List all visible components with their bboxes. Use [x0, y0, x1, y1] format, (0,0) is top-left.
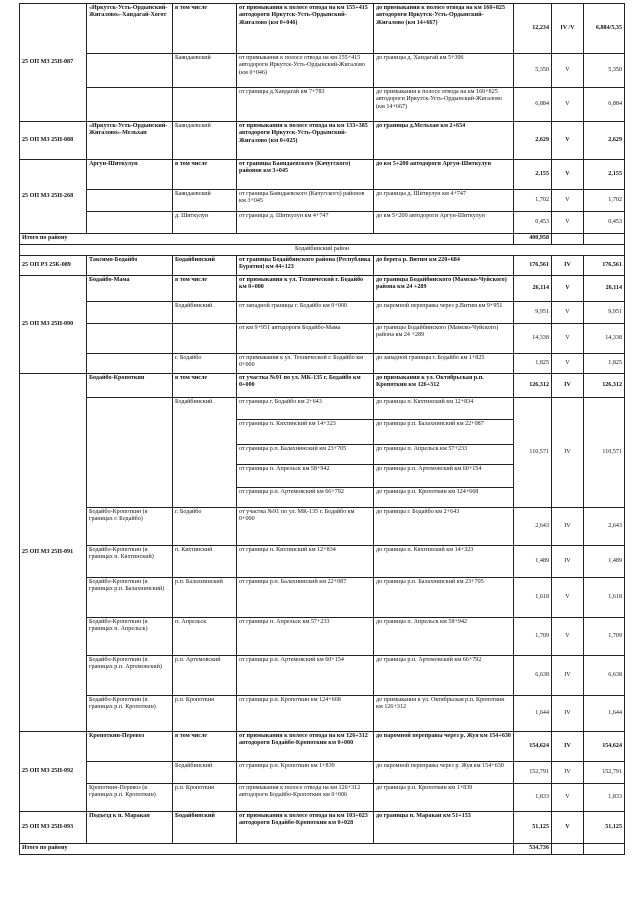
road-name: Бодайбо-Кропоткин (в границах р.п. Балахнинский)	[87, 578, 173, 618]
road-category: V	[552, 190, 584, 212]
segment-start: от границы п. Апрельск км 58+942	[237, 465, 374, 488]
road-name	[87, 354, 173, 374]
segment-end: до примыкания к ул. Октябрьская р.п. Кропоткин км 126+312	[374, 696, 514, 732]
road-category: V	[552, 302, 584, 324]
road-category: IV	[552, 546, 584, 578]
road-code: 25 ОП МЗ 25Н-091	[20, 374, 87, 732]
segment-start: от участка №91 по ул. МК-135 г. Бодайбо км 0+000	[237, 508, 374, 546]
road-category: IV	[552, 762, 584, 784]
road-length: 9,951	[514, 302, 552, 324]
road-total: 176,561	[584, 256, 625, 276]
empty-cell	[584, 844, 625, 855]
road-category: IV	[552, 732, 584, 762]
segment-start: от примыкания к полосе отвода на км 155+415 автодороги Иркутск-Усть-Ордынский-Жигалово (км 0+046)	[237, 54, 374, 88]
table-row	[20, 812, 625, 844]
road-length: 6,884	[514, 88, 552, 122]
road-length: 1,825	[514, 354, 552, 374]
road-total: 14,338	[584, 324, 625, 354]
road-length: 12,234	[514, 4, 552, 54]
road-length: 14,338	[514, 324, 552, 354]
segment-end: до границы д. Шиткулун км 4+747	[374, 190, 514, 212]
table-row	[20, 784, 625, 812]
road-district: р.п. Кропоткин	[173, 784, 237, 812]
table-row	[20, 696, 625, 732]
road-district: в том числе	[173, 276, 237, 302]
segment-end: до границы п. Кяхтинский км 14+323	[374, 546, 514, 578]
road-total: 6,638	[584, 656, 625, 696]
road-district: г. Бодайбо	[173, 508, 237, 546]
segment-start: от границы р.п. Кропоткин км 124+668	[237, 696, 374, 732]
segment-start: от границы Баяндаевского (Качугского) районов км 3+045	[237, 190, 374, 212]
segment-start: от границы р.п. Кропоткин км 1+839	[237, 762, 374, 784]
road-name	[87, 212, 173, 234]
road-length: 1,644	[514, 696, 552, 732]
segment-start: от границы п. Кяхтинский км 12+834	[237, 546, 374, 578]
road-total: 6,884/5,35	[584, 4, 625, 54]
road-length: 2,155	[514, 160, 552, 190]
table-row	[20, 276, 625, 302]
segment-end: до берега р. Витим км 220+684	[374, 256, 514, 276]
road-total: 154,624	[584, 732, 625, 762]
segment-start: от примыкания к ул. Технической г. Бодайбо км 0+000	[237, 276, 374, 302]
road-category: V	[552, 324, 584, 354]
road-name	[87, 762, 173, 784]
segment-end: до примыкания к ул. Октябрьская р.п. Кропоткин км 126+312	[374, 374, 514, 398]
road-total: 2,643	[584, 508, 625, 546]
road-length: 2,643	[514, 508, 552, 546]
road-district	[173, 88, 237, 122]
road-length: 51,125	[514, 812, 552, 844]
road-name: Бодайбо-Кропоткин (в границах г. Бодайбо)	[87, 508, 173, 546]
road-category: V	[552, 578, 584, 618]
road-name: Бодайбо-Кропоткин	[87, 374, 173, 398]
road-category: IV	[552, 696, 584, 732]
segment-end: до границы р.п. Балахнинский км 23+705	[374, 578, 514, 618]
road-total: 110,571	[584, 398, 625, 508]
road-name: «Иркутск-Усть-Ордынский-Жигалово»-Мельхан	[87, 122, 173, 160]
road-category: V	[552, 54, 584, 88]
district-total-label: Итого по району	[20, 844, 514, 855]
segment-end: до границы р.п. Артемовский км 60+154	[374, 465, 514, 488]
road-total: 26,114	[584, 276, 625, 302]
segment-start: от км 9+951 автодороги Бодайбо-Мама	[237, 324, 374, 354]
road-length: 2,629	[514, 122, 552, 160]
road-name: Бодайбо-Кропоткин (в границах р.п. Артемовский)	[87, 656, 173, 696]
road-district: п. Апрельск	[173, 618, 237, 656]
road-name	[87, 324, 173, 354]
road-total: 126,312	[584, 374, 625, 398]
table-row	[20, 54, 625, 88]
segment-end: до км 5+200 автодороги Аргун-Шиткулун	[374, 160, 514, 190]
segment-start: от границы п. Апрельск км 57+233	[237, 618, 374, 656]
road-district: р.п. Артемовский	[173, 656, 237, 696]
road-name	[87, 190, 173, 212]
road-district: в том числе	[173, 160, 237, 190]
road-code: 25 ОП МЗ 25Н-090	[20, 276, 87, 374]
empty-cell	[552, 234, 584, 245]
road-district: г. Бодайбо	[173, 354, 237, 374]
table-row	[20, 88, 625, 122]
road-total: 1,825	[584, 354, 625, 374]
table-row	[20, 256, 625, 276]
road-total: 9,951	[584, 302, 625, 324]
table-row	[20, 160, 625, 190]
road-category: IV	[552, 398, 584, 508]
road-district: р.п. Балахнинский	[173, 578, 237, 618]
road-total: 1,489	[584, 546, 625, 578]
segment-end: до км 5+200 автодороги Аргун-Шиткулун	[374, 212, 514, 234]
segment-end: до границы д.Мельхан км 2+654	[374, 122, 514, 160]
road-total: 2,629	[584, 122, 625, 160]
road-district: Бодайбинский	[173, 302, 237, 324]
road-name: Бодайбо-Мама	[87, 276, 173, 302]
road-district: п. Кяхтинский	[173, 546, 237, 578]
road-total: 0,453	[584, 212, 625, 234]
road-length: 126,312	[514, 374, 552, 398]
road-length: 6,638	[514, 656, 552, 696]
table-row	[20, 578, 625, 618]
road-category: V	[552, 812, 584, 844]
segment-start: от границы Бодайбинского района (Республика Бурятия) км 44+123	[237, 256, 374, 276]
road-name	[87, 302, 173, 324]
road-name: Подъезд к п. Маракан	[87, 812, 173, 844]
segment-end: до примыкания к полосе отвода на км 160+825 автодороги Иркутск-Усть-Ордынский-Жигалово (км 14+667)	[374, 88, 514, 122]
road-length: 1,709	[514, 618, 552, 656]
road-category: V	[552, 160, 584, 190]
segment-end: до западной границы г. Бодайбо км 1+825	[374, 354, 514, 374]
table-row	[20, 732, 625, 762]
road-length: 1,489	[514, 546, 552, 578]
road-category: V	[552, 354, 584, 374]
table-row	[20, 234, 625, 245]
road-length: 154,624	[514, 732, 552, 762]
empty-cell	[552, 844, 584, 855]
road-district	[173, 324, 237, 354]
segment-end: до границы п. Апрельск км 57+233	[374, 445, 514, 465]
road-category: V	[552, 122, 584, 160]
road-total: 1,833	[584, 784, 625, 812]
table-row	[20, 618, 625, 656]
road-district: в том числе	[173, 374, 237, 398]
table-row	[20, 374, 625, 398]
segment-end: до границы р.п. Кропоткин км 1+839	[374, 784, 514, 812]
road-total: 6,884	[584, 88, 625, 122]
segment-end: до границы Бодайбинского (Мамско-Чуйского) района км 24 +289	[374, 276, 514, 302]
table-row	[20, 122, 625, 160]
road-name: Кропоткин-Перевоз	[87, 732, 173, 762]
table-row	[20, 844, 625, 855]
table-row	[20, 190, 625, 212]
segment-end: до границы п. Маракан км 51+153	[374, 812, 514, 844]
road-total: 5,350	[584, 54, 625, 88]
road-name: Аргун-Шиткулун	[87, 160, 173, 190]
road-district: Бодайбинский	[173, 812, 237, 844]
road-name: Бодайбо-Кропоткин (в границах п. Апрельск)	[87, 618, 173, 656]
road-category: V	[552, 212, 584, 234]
table-row	[20, 245, 625, 256]
road-category: IV	[552, 656, 584, 696]
segment-start: от границы р.п. Балахнинский км 22+087	[237, 578, 374, 618]
segment-start: от примыкания к ул. Технической г. Бодайбо км 0+000	[237, 354, 374, 374]
table-row	[20, 302, 625, 324]
road-name: Бодайбо-Кропоткин (в границах п. Кяхтинский)	[87, 546, 173, 578]
segment-start: от участка №91 по ул. МК-135 г. Бодайбо км 0+000	[237, 374, 374, 398]
road-length: 1,702	[514, 190, 552, 212]
road-category: IV /V	[552, 4, 584, 54]
district-total-label: Итого по району	[20, 234, 514, 245]
district-total-value: 400,958	[514, 234, 552, 245]
road-district: Баяндаевский	[173, 54, 237, 88]
road-district: Баяндаевский	[173, 122, 237, 160]
road-name	[87, 398, 173, 508]
district-header: Бодайбинский район	[20, 245, 625, 256]
empty-cell	[584, 234, 625, 245]
road-category: V	[552, 276, 584, 302]
segment-end: до границы п. Кяхтинский км 12+834	[374, 398, 514, 420]
segment-end: до границы г. Бодайбо км 2+643	[374, 508, 514, 546]
segment-end: до границы д. Хандагай км 5+396	[374, 54, 514, 88]
segment-start: от границы д.Хандагай км 7+783	[237, 88, 374, 122]
road-code: 25 ОП МЗ 25Н-093	[20, 812, 87, 844]
road-category: IV	[552, 508, 584, 546]
segment-start: от западной границы г. Бодайбо км 0+000	[237, 302, 374, 324]
segment-start: от границы р.п. Артемовский км 60+154	[237, 656, 374, 696]
road-district: р.п. Кропоткин	[173, 696, 237, 732]
road-district: Бодайбинский	[173, 762, 237, 784]
road-length: 176,561	[514, 256, 552, 276]
segment-end: до границы р.п. Кропоткин км 124+668	[374, 488, 514, 508]
road-length: 0,453	[514, 212, 552, 234]
road-length: 5,350	[514, 54, 552, 88]
road-category: V	[552, 618, 584, 656]
road-name: Таксимо-Бодайбо	[87, 256, 173, 276]
segment-end: до примыкания к полосе отвода на км 160+825 автодороги Иркутск-Усть-Ордынский-Жигалово (км 14+667)	[374, 4, 514, 54]
table-row	[20, 656, 625, 696]
road-total: 1,709	[584, 618, 625, 656]
road-total: 1,702	[584, 190, 625, 212]
segment-start: от границы г. Бодайбо км 2+643	[237, 398, 374, 420]
road-district: Бодайбинский	[173, 256, 237, 276]
road-code: 25 ОП МЗ 25Н-268	[20, 160, 87, 234]
road-name: Кропоткин-Перевоз (в границах р.п. Кропоткин)	[87, 784, 173, 812]
segment-start: от примыкания к полосе отвода на км 126+312 автодороги Бодайбо-Кропоткин км 0+000	[237, 732, 374, 762]
segment-end: до границы п. Апрельск км 58+942	[374, 618, 514, 656]
road-code: 25 ОП РЗ 25К-089	[20, 256, 87, 276]
district-total-value: 534,736	[514, 844, 552, 855]
table-row	[20, 4, 625, 54]
segment-start: от примыкания к полосе отвода на км 126+312 автодороги Бодайбо-Кропоткин км 0+006	[237, 784, 374, 812]
road-district: д. Шиткулун	[173, 212, 237, 234]
road-district: в том числе	[173, 4, 237, 54]
road-district: в том числе	[173, 732, 237, 762]
table-row	[20, 354, 625, 374]
segment-end: до паромной переправы через р. Жуя км 154+630	[374, 762, 514, 784]
road-category: IV	[552, 256, 584, 276]
road-length: 152,791	[514, 762, 552, 784]
table-row	[20, 212, 625, 234]
segment-start: от примыкания к полосе отвода на км 103+023 автодороги Бодайбо-Кропоткин км 0+028	[237, 812, 374, 844]
segment-start: от границы р.п. Балахнинский км 23+705	[237, 445, 374, 465]
segment-end: до границы Бодайбинского (Мамско-Чуйского) района км 24 +289	[374, 324, 514, 354]
table-row	[20, 762, 625, 784]
road-code: 25 ОП МЗ 25Н-088	[20, 122, 87, 160]
segment-end: до паромной переправы через р. Жуя км 154+630	[374, 732, 514, 762]
road-total: 1,618	[584, 578, 625, 618]
road-category: V	[552, 88, 584, 122]
road-total: 1,644	[584, 696, 625, 732]
table-row	[20, 324, 625, 354]
road-name: Бодайбо-Кропоткин (в границах р.п. Кропоткин)	[87, 696, 173, 732]
segment-end: до границы р.п. Балахнинский км 22+087	[374, 420, 514, 445]
road-total: 152,791	[584, 762, 625, 784]
road-length: 1,618	[514, 578, 552, 618]
table-row	[20, 546, 625, 578]
road-category: V	[552, 784, 584, 812]
road-name	[87, 54, 173, 88]
segment-end: до паромной переправы через р.Витим км 9+951	[374, 302, 514, 324]
road-total: 51,125	[584, 812, 625, 844]
segment-start: от примыкания к полосе отвода на км 155+415 автодороги Иркутск-Усть-Ордынский-Жигалово (км 0+046)	[237, 4, 374, 54]
road-category: IV	[552, 374, 584, 398]
segment-start: от границы р.п. Артемовский км 66+792	[237, 488, 374, 508]
segment-start: от границы д. Шиткулун км 4+747	[237, 212, 374, 234]
segment-start: от границы п. Кяхтинский км 14+323	[237, 420, 374, 445]
road-length: 110,571	[514, 398, 552, 508]
road-code: 25 ОП МЗ 25Н-092	[20, 732, 87, 812]
road-name	[87, 88, 173, 122]
road-length: 26,114	[514, 276, 552, 302]
segment-end: до границы р.п. Артемовский км 66+792	[374, 656, 514, 696]
road-length: 1,833	[514, 784, 552, 812]
segment-start: от примыкания к полосе отвода на км 133+385 автодороги Иркутск-Усть-Ордынский-Жигалово (км 0+025)	[237, 122, 374, 160]
road-code: 25 ОП МЗ 25Н-087	[20, 4, 87, 122]
road-district: Баяндаевский	[173, 190, 237, 212]
document-page	[19, 3, 624, 855]
table-row	[20, 398, 625, 420]
road-total: 2,155	[584, 160, 625, 190]
road-name: «Иркутск-Усть-Ордынский-Жигалово»-Хандагай-Хогот	[87, 4, 173, 54]
table-row	[20, 508, 625, 546]
road-district: Бодайбинский	[173, 398, 237, 508]
roads-table	[19, 3, 625, 855]
segment-start: от границы Баяндаевского (Качугского) районов км 3+045	[237, 160, 374, 190]
